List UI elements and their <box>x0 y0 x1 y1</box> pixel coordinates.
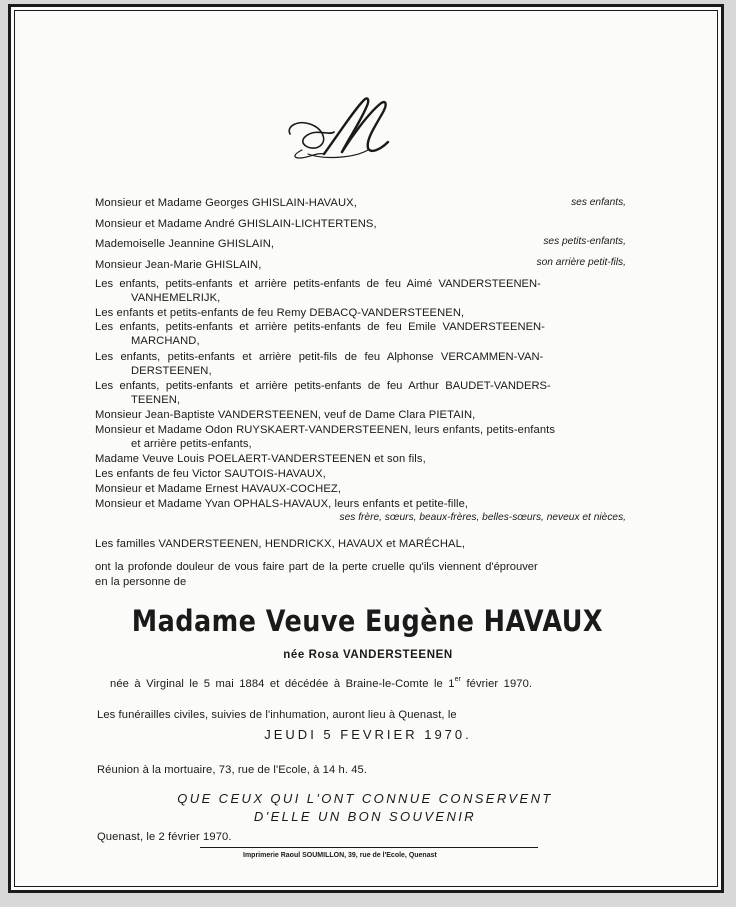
relation-label-2: ses petits-enfants, <box>543 236 626 247</box>
relative-line-13: Madame Veuve Louis POELAERT-VANDERSTEENEN et son fils, <box>95 453 426 465</box>
family-line-1: Monsieur et Madame Georges GHISLAIN-HAVAUX, <box>95 197 357 209</box>
relative-line-12: et arrière petits-enfants, <box>131 438 252 450</box>
ordinal-suffix: er <box>454 676 462 683</box>
relative-line-5: MARCHAND, <box>131 335 200 347</box>
relative-line-6: Les enfants, petits-enfants et arrière petit-fils de feu Alphonse VERCAMMEN-VAN- <box>95 351 544 363</box>
relation-label-3: son arrière petit-fils, <box>536 257 626 268</box>
relative-line-2: VANHEMELRIJK, <box>131 292 221 304</box>
funeral-line: Les funérailles civiles, suivies de l'inhumation, auront lieu à Quenast, le <box>97 709 457 721</box>
deceased-name: Madame Veuve Eugène HAVAUX <box>131 604 604 638</box>
relative-line-4: Les enfants, petits-enfants et arrière petits-enfants de feu Emile VANDERSTEENEN- <box>95 321 545 333</box>
divider <box>200 847 538 848</box>
funeral-date: JEUDI 5 FEVRIER 1970. <box>264 727 472 742</box>
family-line-3: Mademoiselle Jeannine GHISLAIN, <box>95 238 275 250</box>
relative-line-3: Les enfants et petits-enfants de feu Remy DEBACQ-VANDERSTEENEN, <box>95 307 465 319</box>
announcement-line-2: en la personne de <box>95 576 187 588</box>
place-date: Quenast, le 2 février 1970. <box>97 831 232 843</box>
relative-line-10: Monsieur Jean-Baptiste VANDERSTEENEN, veuf de Dame Clara PIETAIN, <box>95 409 476 421</box>
family-line-4: Monsieur Jean-Marie GHISLAIN, <box>95 259 262 271</box>
motto-line-1: QUE CEUX QUI L'ONT CONNUE CONSERVENT <box>177 791 553 806</box>
relation-label-1: ses enfants, <box>571 197 626 208</box>
maiden-name: née Rosa VANDERSTEENEN <box>283 649 453 661</box>
relative-line-14: Les enfants de feu Victor SAUTOIS-HAVAUX, <box>95 468 326 480</box>
birth-death-end: février 1970. <box>461 678 533 690</box>
relative-line-11: Monsieur et Madame Odon RUYSKAERT-VANDERSTEENEN, leurs enfants, petits-enfants <box>95 424 556 436</box>
relative-line-9: TEENEN, <box>131 394 181 406</box>
relative-line-15: Monsieur et Madame Ernest HAVAUX-COCHEZ, <box>95 483 342 495</box>
family-line-2: Monsieur et Madame André GHISLAIN-LICHTERTENS, <box>95 218 377 230</box>
printer-imprint: Imprimerie Raoul SOUMILLON, 39, rue de l'Ecole, Quenast <box>243 852 437 859</box>
relative-line-8: Les enfants, petits-enfants et arrière petits-enfants de feu Arthur BAUDET-VANDERS- <box>95 380 551 392</box>
relatives-relation-label: ses frère, sœurs, beaux-frères, belles-sœurs, neveux et nièces, <box>339 512 626 523</box>
birth-death-text: née à Virginal le 5 mai 1884 et décédée à Braine-le-Comte le 1 <box>110 678 455 690</box>
birth-death-line <box>110 677 532 691</box>
relative-line-16: Monsieur et Madame Yvan OPHALS-HAVAUX, leurs enfants et petite-fille, <box>95 498 469 510</box>
families-line: Les familles VANDERSTEENEN, HENDRICKX, HAVAUX et MARÉCHAL, <box>95 538 466 550</box>
motto-line-2: D'ELLE UN BON SOUVENIR <box>253 809 477 824</box>
monogram-m-logo <box>284 92 400 164</box>
relative-line-7: DERSTEENEN, <box>131 365 212 377</box>
announcement-line-1: ont la profonde douleur de vous faire part de la perte cruelle qu'ils viennent d'éprouver <box>95 561 538 573</box>
relative-line-1: Les enfants, petits-enfants et arrière petits-enfants de feu Aimé VANDERSTEENEN- <box>95 278 541 290</box>
meeting-line: Réunion à la mortuaire, 73, rue de l'Ecole, à 14 h. 45. <box>97 764 368 776</box>
